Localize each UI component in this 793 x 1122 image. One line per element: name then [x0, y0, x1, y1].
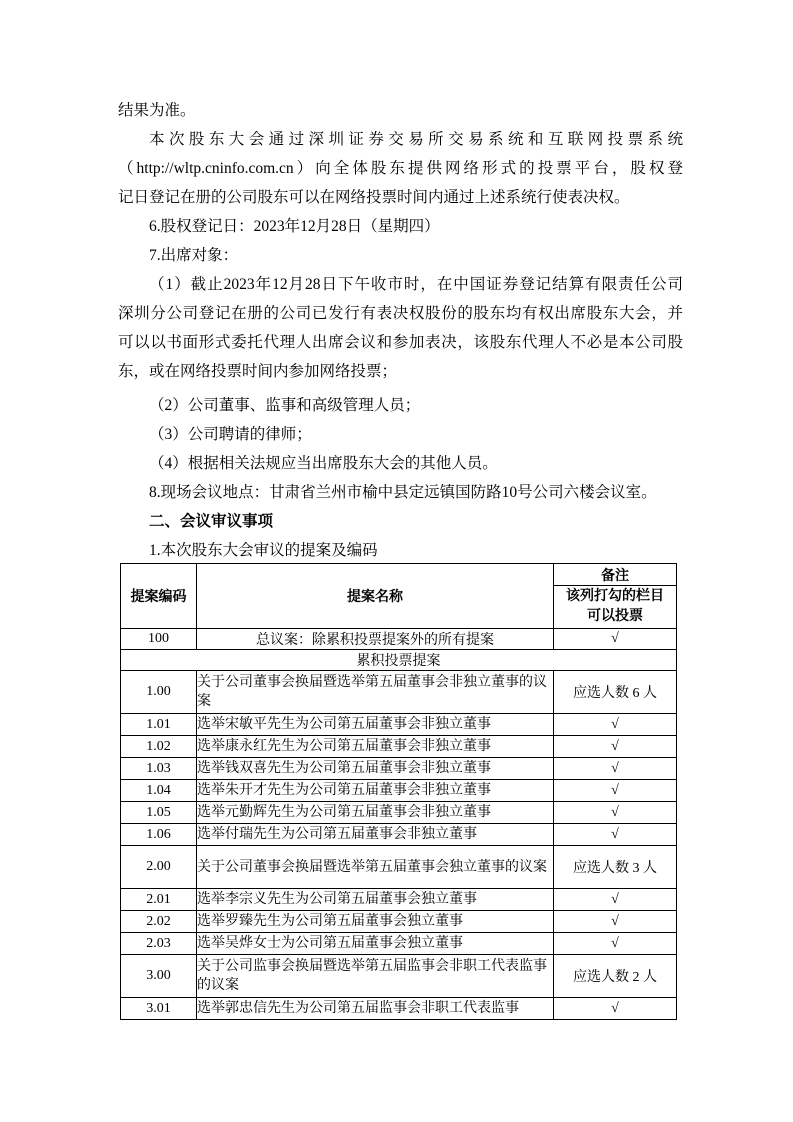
proposal-code-cell: 1.03	[121, 758, 197, 780]
proposal-name-cell: 选举付瑞先生为公司第五届董事会非独立董事	[197, 824, 554, 846]
remark-check-cell: √	[554, 758, 677, 780]
table-row-general	[121, 629, 677, 650]
proposal-code-cell: 3.01	[121, 998, 197, 1020]
remark-cell: 应选人数 6 人	[554, 671, 677, 714]
col-header-remark: 备注	[554, 564, 677, 586]
proposal-name-cell: 选举康永红先生为公司第五届董事会非独立董事	[197, 736, 554, 758]
table-header-row	[121, 564, 677, 586]
proposal-name-cell: 关于公司董事会换届暨选举第五届董事会独立董事的议案	[197, 846, 554, 889]
text-line: （4）根据相关法规应当出席股东大会的其他人员。	[149, 455, 498, 472]
remark-check-cell: √	[554, 802, 677, 824]
remark-check-cell: √	[554, 736, 677, 758]
proposal-name-cell: 选举元勤辉先生为公司第五届董事会非独立董事	[197, 802, 554, 824]
proposal-code-cell: 1.05	[121, 802, 197, 824]
proposal-code-cell: 1.04	[121, 780, 197, 802]
proposal-code-cell: 2.01	[121, 889, 197, 911]
section-row-label: 累积投票提案	[121, 650, 677, 671]
table-row	[121, 714, 677, 736]
remark-check-cell: √	[554, 824, 677, 846]
table-row	[121, 824, 677, 846]
remark-check-cell: √	[554, 780, 677, 802]
table-row	[121, 780, 677, 802]
text-line: 深圳分公司登记在册的公司已发行有表决权股份的股东均有权出席股东大会，并	[118, 305, 683, 322]
text-line: 本次股东大会通过深圳证券交易所交易系统和互联网投票系统	[149, 131, 683, 148]
text-line: （2）公司董事、监事和高级管理人员；	[149, 397, 421, 414]
remark-check-cell: √	[554, 714, 677, 736]
text-line-meeting-place: 8.现场会议地点：甘肃省兰州市榆中县定远镇国防路10号公司六楼会议室。	[149, 484, 657, 501]
table-section-row	[121, 650, 677, 671]
proposal-name-cell: 总议案：除累积投票提案外的所有提案	[197, 629, 554, 650]
proposal-name-cell: 选举郭忠信先生为公司第五届监事会非职工代表监事	[197, 998, 554, 1020]
table-row	[121, 911, 677, 933]
remark-check-cell: √	[554, 911, 677, 933]
proposal-name-cell: 关于公司监事会换届暨选举第五届监事会非职工代表监事的议案	[197, 955, 554, 998]
text-line: 结果为准。	[118, 102, 196, 119]
text-line: 记日登记在册的公司股东可以在网络投票时间内通过上述系统行使表决权。	[118, 189, 630, 206]
col-header-proposal-code: 提案编码	[121, 564, 197, 629]
proposal-name-cell: 选举罗臻先生为公司第五届董事会独立董事	[197, 911, 554, 933]
proposal-code-cell: 1.02	[121, 736, 197, 758]
text-line: 东，或在网络投票时间内参加网络投票；	[118, 363, 398, 380]
proposal-code-cell: 2.00	[121, 846, 197, 889]
table-row	[121, 846, 677, 889]
text-line: （3）公司聘请的律师；	[149, 426, 312, 443]
table-row	[121, 758, 677, 780]
remark-check-cell: √	[554, 998, 677, 1020]
text-line-record-date: 6.股权登记日：2023年12月28日（星期四）	[149, 218, 440, 235]
remark-check-cell: √	[554, 629, 677, 650]
text-line: 可以以书面形式委托代理人出席会议和参加表决，该股东代理人不必是本公司股	[118, 334, 683, 351]
table-row	[121, 889, 677, 911]
proposal-name-cell: 选举钱双喜先生为公司第五届董事会非独立董事	[197, 758, 554, 780]
table-row	[121, 998, 677, 1020]
body-text	[118, 96, 683, 565]
proposal-name-cell: 选举宋敏平先生为公司第五届董事会非独立董事	[197, 714, 554, 736]
table-row	[121, 933, 677, 955]
remark-note-line2: 可以投票	[587, 609, 643, 624]
proposal-name-cell: 选举朱开才先生为公司第五届董事会非独立董事	[197, 780, 554, 802]
proposals-table	[120, 563, 677, 1020]
proposal-code-cell: 1.06	[121, 824, 197, 846]
proposal-name-cell: 选举吴烨女士为公司第五届董事会独立董事	[197, 933, 554, 955]
proposal-code-cell: 1.00	[121, 671, 197, 714]
proposal-code-cell: 2.02	[121, 911, 197, 933]
text-line: （http://wltp.cninfo.com.cn）向全体股东提供网络形式的投票平台，股权登	[118, 160, 683, 177]
proposal-name-cell: 选举李宗义先生为公司第五届董事会独立董事	[197, 889, 554, 911]
remark-cell: 应选人数 3 人	[554, 846, 677, 889]
table-row	[121, 802, 677, 824]
remark-check-cell: √	[554, 889, 677, 911]
remark-check-cell: √	[554, 933, 677, 955]
subsection-title: 1.本次股东大会审议的提案及编码	[149, 542, 378, 559]
table-row	[121, 955, 677, 998]
proposal-code-cell: 2.03	[121, 933, 197, 955]
col-header-remark-note	[554, 586, 677, 629]
remark-note-line1: 该列打勾的栏目	[566, 589, 664, 604]
remark-cell: 应选人数 2 人	[554, 955, 677, 998]
col-header-proposal-name: 提案名称	[197, 564, 554, 629]
text-line: （1）截止2023年12月28日下午收市时，在中国证券登记结算有限责任公司	[149, 276, 683, 293]
text-line-attendees: 7.出席对象：	[149, 247, 239, 264]
proposal-code-cell: 100	[121, 629, 197, 650]
section-heading: 二、会议审议事项	[149, 513, 274, 530]
proposal-code-cell: 3.00	[121, 955, 197, 998]
proposal-code-cell: 1.01	[121, 714, 197, 736]
proposal-name-cell: 关于公司董事会换届暨选举第五届董事会非独立董事的议案	[197, 671, 554, 714]
table-row	[121, 736, 677, 758]
table-row	[121, 671, 677, 714]
